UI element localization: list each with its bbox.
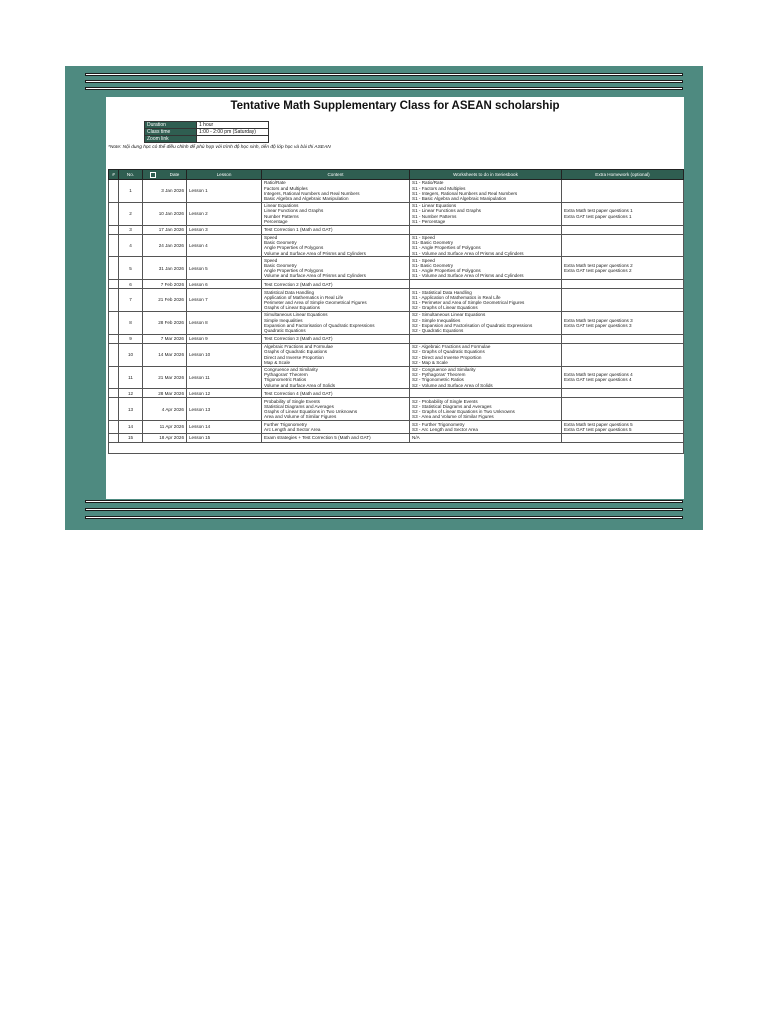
row-content: Statistical Data Handling Application of Mathematics in Real Life Perimeter and Area of Simple Geometrical Figures Graphs of Linear Equations	[262, 289, 410, 312]
column-header-hash: #	[109, 170, 119, 180]
row-hash-cell	[109, 225, 119, 234]
row-content: Test Correction 1 (Math and GAT)	[262, 225, 410, 234]
row-extra-homework: Extra Math test paper questions 5 Extra GAT test paper questions 5	[562, 421, 684, 433]
info-key: Zoom link	[145, 136, 197, 143]
row-hash-cell	[109, 398, 119, 421]
row-lesson: Lesson 13	[187, 398, 262, 421]
table-body	[109, 180, 684, 454]
divider	[85, 80, 683, 83]
table-row	[109, 398, 684, 421]
empty-row	[109, 442, 684, 453]
row-content: Exam strategies + Test Correction 5 (Math and GAT)	[262, 433, 410, 442]
row-extra-homework	[562, 433, 684, 442]
row-worksheets: S2 - Congruence and Similarity S2 - Pythagoras' Theorem S2 - Trigonometric Ratios S2 - Volume and Surface Area of Solids	[410, 366, 562, 389]
row-lesson: Lesson 4	[187, 234, 262, 257]
table-row	[109, 289, 684, 312]
row-worksheets: S3 - Further Trigonometry S3 - Arc Length and Sector Area	[410, 421, 562, 433]
row-hash-cell	[109, 334, 119, 343]
row-number: 11	[119, 366, 143, 389]
row-hash-cell	[109, 180, 119, 203]
table-row	[109, 421, 684, 433]
divider	[85, 87, 683, 90]
sheet	[106, 97, 684, 499]
row-number: 8	[119, 311, 143, 334]
table-row	[109, 180, 684, 203]
table-row	[109, 225, 684, 234]
row-number: 5	[119, 257, 143, 280]
row-worksheets: S1 - Ratio/Rate S1 - Factors and Multiples S1 - Integers, Rational Numbers and Real Numbers S1 - Basic Algebra and Algebraic Manipulation	[410, 180, 562, 203]
table-row	[109, 334, 684, 343]
table-row	[109, 202, 684, 225]
row-content: Linear Equations Linear Functions and Graphs Number Patterns Percentage	[262, 202, 410, 225]
column-header-content: Content	[262, 170, 410, 180]
row-extra-homework	[562, 389, 684, 398]
table-row	[109, 311, 684, 334]
row-content: Test Correction 2 (Math and GAT)	[262, 280, 410, 289]
info-key: Duration	[145, 122, 197, 129]
column-header-date-label: Date	[169, 171, 180, 177]
column-header-date	[143, 170, 187, 180]
row-date: 21 Feb 2026	[143, 289, 187, 312]
row-extra-homework	[562, 343, 684, 366]
row-number: 3	[119, 225, 143, 234]
row-number: 6	[119, 280, 143, 289]
row-number: 7	[119, 289, 143, 312]
row-date: 14 Mar 2026	[143, 343, 187, 366]
row-worksheets: S1 - Speed S1- Basic Geometry S1 - Angle Properties of Polygons S1 - Volume and Surface Area of Prisms and Cylinders	[410, 257, 562, 280]
note-text: *Note: Nội dung học có thể điều chỉnh để phù hợp với trình độ học sinh, tiến độ lớp học và bài thi ASEAN	[108, 145, 331, 150]
row-lesson: Lesson 15	[187, 433, 262, 442]
info-value: 1 hour	[197, 122, 269, 129]
row-date: 24 Jan 2026	[143, 234, 187, 257]
row-extra-homework: Extra Math test paper questions 2 Extra GAT test paper questions 2	[562, 257, 684, 280]
row-hash-cell	[109, 433, 119, 442]
row-content: Ratio/Rate Factors and Multiples Integers, Rational Numbers and Real Numbers Basic Algebra and Algebraic Manipulation	[262, 180, 410, 203]
table-row	[109, 366, 684, 389]
row-hash-cell	[109, 366, 119, 389]
row-hash-cell	[109, 202, 119, 225]
row-date: 31 Jan 2026	[143, 257, 187, 280]
row-hash-cell	[109, 389, 119, 398]
row-content: Further Trigonometry Arc Length and Sector Area	[262, 421, 410, 433]
row-worksheets	[410, 280, 562, 289]
row-hash-cell	[109, 289, 119, 312]
row-extra-homework	[562, 234, 684, 257]
row-worksheets: S1 - Speed S1- Basic Geometry S1 - Angle Properties of Polygons S1 - Volume and Surface Area of Prisms and Cylinders	[410, 234, 562, 257]
row-extra-homework: Extra Math test paper questions 1 Extra GAT test paper questions 1	[562, 202, 684, 225]
row-worksheets: S2 - Algebraic Fractions and Formulae S2 - Graphs of Quadratic Equations S2 - Direct and Inverse Proportion S2 - Map & Scale	[410, 343, 562, 366]
row-number: 9	[119, 334, 143, 343]
row-worksheets	[410, 225, 562, 234]
row-hash-cell	[109, 311, 119, 334]
row-lesson: Lesson 11	[187, 366, 262, 389]
row-lesson: Lesson 7	[187, 289, 262, 312]
row-date: 7 Mar 2026	[143, 334, 187, 343]
row-lesson: Lesson 5	[187, 257, 262, 280]
row-date: 18 Apr 2026	[143, 433, 187, 442]
row-content: Speed Basic Geometry Angle Properties of Polygons Volume and Surface Area of Prisms and Cylinders	[262, 257, 410, 280]
row-number: 14	[119, 421, 143, 433]
row-date: 17 Jan 2026	[143, 225, 187, 234]
row-number: 4	[119, 234, 143, 257]
divider	[85, 500, 683, 503]
row-extra-homework	[562, 289, 684, 312]
row-worksheets: N/A	[410, 433, 562, 442]
row-extra-homework: Extra Math test paper questions 3 Extra GAT test paper questions 3	[562, 311, 684, 334]
table-header-row	[109, 170, 684, 180]
info-value: 1:00 - 2:00 pm (Saturday)	[197, 129, 269, 136]
row-date: 21 Mar 2026	[143, 366, 187, 389]
row-date: 4 Apr 2026	[143, 398, 187, 421]
row-date: 11 Apr 2026	[143, 421, 187, 433]
row-content: Probability of Single Events Statistical Diagrams and Averages Graphs of Linear Equations in Two Unknowns Area and Volume of Similar Figures	[262, 398, 410, 421]
row-number: 2	[119, 202, 143, 225]
row-worksheets: S1 - Linear Equations S1 - Linear Functions and Graphs S1 - Number Patterns S1 - Percentage	[410, 202, 562, 225]
row-hash-cell	[109, 421, 119, 433]
row-extra-homework	[562, 280, 684, 289]
calendar-icon	[150, 172, 156, 178]
row-extra-homework: Extra Math test paper questions 4 Extra GAT test paper questions 4	[562, 366, 684, 389]
row-number: 1	[119, 180, 143, 203]
row-content: Congruence and Similarity Pythagoras' Theorem Trigonometric Ratios Volume and Surface Area of Solids	[262, 366, 410, 389]
column-header-lesson: Lesson	[187, 170, 262, 180]
row-lesson: Lesson 3	[187, 225, 262, 234]
row-lesson: Lesson 12	[187, 389, 262, 398]
row-hash-cell	[109, 234, 119, 257]
info-key: Class time	[145, 129, 197, 136]
row-date: 3 Jan 2026	[143, 180, 187, 203]
row-lesson: Lesson 9	[187, 334, 262, 343]
page-title: Tentative Math Supplementary Class for ASEAN scholarship	[230, 100, 560, 112]
row-extra-homework	[562, 398, 684, 421]
row-hash-cell	[109, 343, 119, 366]
row-hash-cell	[109, 257, 119, 280]
table-row	[109, 433, 684, 442]
row-lesson: Lesson 10	[187, 343, 262, 366]
row-number: 15	[119, 433, 143, 442]
row-number: 13	[119, 398, 143, 421]
row-content: Simultaneous Linear Equations Simple Inequalities Expansion and Factorisation of Quadratic Expressions Quadratic Equations	[262, 311, 410, 334]
table-row	[109, 234, 684, 257]
row-worksheets	[410, 389, 562, 398]
divider	[85, 73, 683, 76]
divider	[85, 508, 683, 511]
info-table	[144, 121, 269, 143]
row-extra-homework	[562, 225, 684, 234]
row-worksheets	[410, 334, 562, 343]
row-content: Test Correction 3 (Math and GAT)	[262, 334, 410, 343]
row-content: Algebraic Fractions and Formulae Graphs of Quadratic Equations Direct and Inverse Proportion Map & Scale	[262, 343, 410, 366]
row-number: 10	[119, 343, 143, 366]
row-worksheets: S1 - Statistical Data Handling S1 - Application of Mathematics in Real Life S1 - Perimeter and Area of Simple Geometrical Figures S2 - Graphs of Linear Equations	[410, 289, 562, 312]
row-date: 28 Mar 2026	[143, 389, 187, 398]
row-lesson: Lesson 1	[187, 180, 262, 203]
column-header-extra: Extra Homework (optional)	[562, 170, 684, 180]
row-extra-homework	[562, 334, 684, 343]
empty-cell	[109, 442, 684, 453]
row-date: 28 Feb 2026	[143, 311, 187, 334]
row-content: Speed Basic Geometry Angle Properties of Polygons Volume and Surface Area of Prisms and Cylinders	[262, 234, 410, 257]
document-frame	[65, 66, 703, 530]
row-date: 7 Feb 2026	[143, 280, 187, 289]
row-lesson: Lesson 14	[187, 421, 262, 433]
row-date: 10 Jan 2026	[143, 202, 187, 225]
table-row	[109, 389, 684, 398]
row-number: 12	[119, 389, 143, 398]
row-extra-homework	[562, 180, 684, 203]
table-row	[109, 257, 684, 280]
schedule-table	[108, 169, 684, 454]
row-lesson: Lesson 8	[187, 311, 262, 334]
row-worksheets: S2 - Probability of Single Events S2 - Statistical Diagrams and Averages S2 - Graphs of Linear Equations in Two Unknowns S3 - Area and Volume of Similar Figures	[410, 398, 562, 421]
row-lesson: Lesson 6	[187, 280, 262, 289]
divider	[85, 516, 683, 519]
row-content: Test Correction 4 (Math and GAT)	[262, 389, 410, 398]
row-hash-cell	[109, 280, 119, 289]
table-row	[109, 280, 684, 289]
column-header-worksheets: Worksheets to do in Seriesbook	[410, 170, 562, 180]
table-row	[109, 343, 684, 366]
zoom-link-field[interactable]	[197, 136, 269, 143]
row-lesson: Lesson 2	[187, 202, 262, 225]
column-header-no: No.	[119, 170, 143, 180]
row-worksheets: S2 - Simultaneous Linear Equations S2 - Simple Inequalities S2 - Expansion and Factorisation of Quadratic Expressions S2 - Quadratic Equations	[410, 311, 562, 334]
